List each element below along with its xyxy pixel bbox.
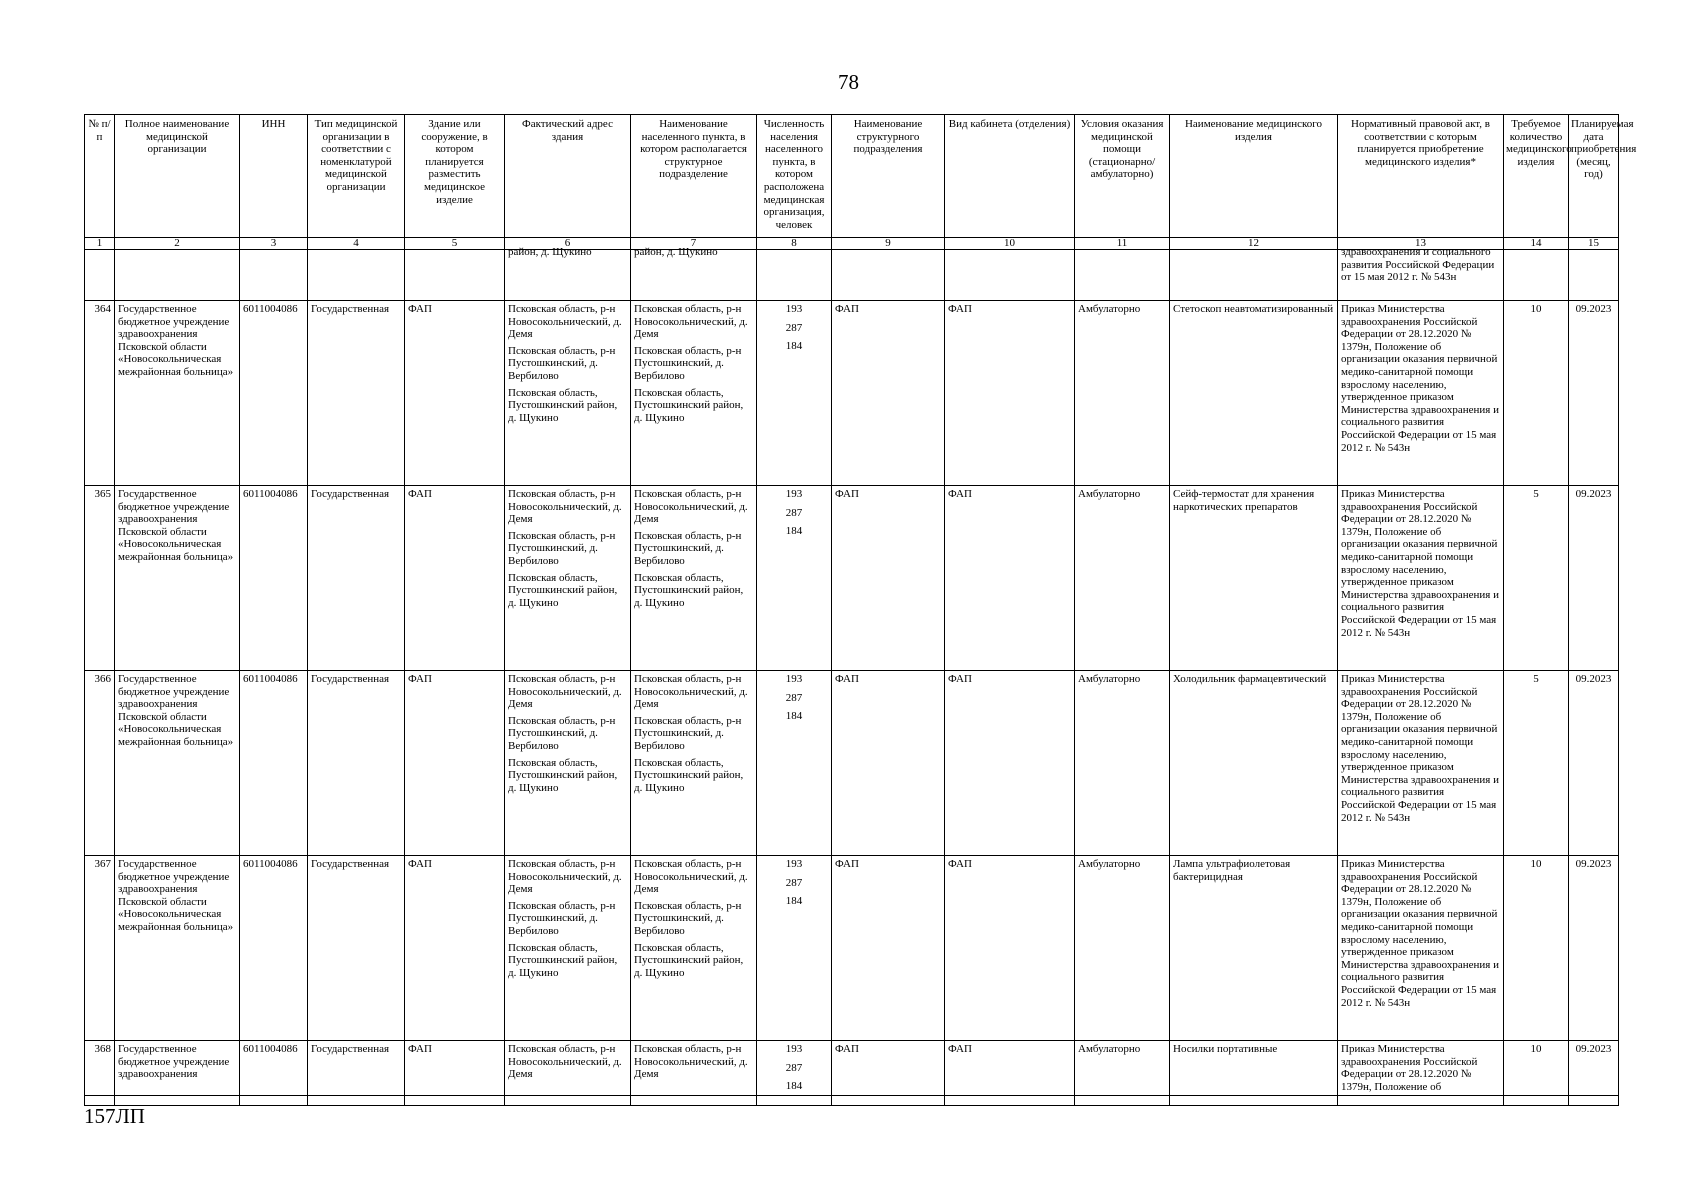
- purchase-date: 09.2023: [1569, 1041, 1619, 1106]
- col-header: Численность населения населенного пункта, в котором расположена медицинская организация, человек: [757, 115, 832, 238]
- population-cell: [757, 1041, 832, 1106]
- col-header: Требуемое количество медицинского изделия: [1504, 115, 1569, 238]
- table-row: [85, 1041, 1619, 1106]
- column-number: 4: [308, 238, 405, 250]
- population: 287: [785, 506, 803, 519]
- organization-type: Государственная: [308, 1041, 405, 1106]
- settlement: Псковская область, р-н Пустошкинский, д. Вербилово: [634, 529, 742, 567]
- legal-act: Приказ Министерства здравоохранения Российской Федерации от 28.12.2020 № 1379н, Положение об организации оказания первичной медико-санитарной помощи взрослому населению, утвержденное приказом Министерства здравоохранения и социального развития Российской Федерации от 15 мая 2012 г. № 543н: [1338, 486, 1504, 671]
- row-number: 366: [85, 671, 115, 856]
- column-number: 14: [1504, 238, 1569, 250]
- settlement-cell: [631, 671, 757, 856]
- table-row: [85, 856, 1619, 1041]
- continued-legal-act: здравоохранения и социального развития Российской Федерации от 15 мая 2012 г. № 543н: [1341, 246, 1495, 284]
- row-number: 368: [85, 1041, 115, 1106]
- population: 287: [785, 691, 803, 704]
- cabinet-type: ФАП: [945, 301, 1075, 486]
- care-conditions: Амбулаторно: [1075, 856, 1170, 1041]
- structural-division: ФАП: [832, 1041, 945, 1106]
- population: 193: [785, 488, 803, 500]
- population: 184: [785, 525, 803, 538]
- population: 184: [785, 1080, 803, 1093]
- structural-division: ФАП: [832, 856, 945, 1041]
- row-number: 364: [85, 301, 115, 486]
- device-name: Носилки портативные: [1170, 1041, 1338, 1106]
- continued-settlement: район, д. Щукино: [634, 246, 718, 258]
- legal-act: Приказ Министерства здравоохранения Российской Федерации от 28.12.2020 № 1379н, Положение об организации оказания первичной медико-санитарной помощи взрослому населению, утвержденное приказом Министерства здравоохранения и социального развития Российской Федерации от 15 мая 2012 г. № 543н: [1338, 856, 1504, 1041]
- quantity: 5: [1504, 671, 1569, 856]
- inn: 6011004086: [240, 486, 308, 671]
- settlement: Псковская область, р-н Пустошкинский, д. Вербилово: [634, 344, 742, 382]
- cabinet-type: ФАП: [945, 671, 1075, 856]
- organization-type: Государственная: [308, 486, 405, 671]
- table-row: [85, 486, 1619, 671]
- settlement-cell: [631, 301, 757, 486]
- cabinet-type: ФАП: [945, 1041, 1075, 1106]
- quantity: 10: [1504, 301, 1569, 486]
- settlement: Псковская область, р-н Новосокольнический, д. Демя: [634, 1043, 748, 1081]
- care-conditions: Амбулаторно: [1075, 301, 1170, 486]
- column-number: 12: [1170, 238, 1338, 250]
- device-name: Лампа ультрафиолетовая бактерицидная: [1170, 856, 1338, 1041]
- address: Псковская область, Пустошкинский район, д. Щукино: [508, 571, 618, 609]
- purchase-date: 09.2023: [1569, 301, 1619, 486]
- document-code: 157ЛП: [84, 1104, 145, 1128]
- legal-act: Приказ Министерства здравоохранения Российской Федерации от 28.12.2020 № 1379н, Положение об организации оказания первичной медико-санитарной помощи взрослому населению, утвержденное приказом Министерства здравоохранения и социального развития Российской Федерации от 15 мая 2012 г. № 543н: [1338, 671, 1504, 856]
- address: Псковская область, р-н Новосокольнический, д. Демя: [508, 303, 622, 341]
- column-number: 11: [1075, 238, 1170, 250]
- care-conditions: Амбулаторно: [1075, 1041, 1170, 1106]
- address: Псковская область, Пустошкинский район, д. Щукино: [508, 941, 618, 979]
- care-conditions: Амбулаторно: [1075, 486, 1170, 671]
- settlement: Псковская область, р-н Новосокольнический, д. Демя: [634, 858, 748, 896]
- organization-name: Государственное бюджетное учреждение здравоохранения Псковской области «Новосокольническая межрайонная больница»: [115, 301, 240, 486]
- continued-address: район, д. Щукино: [508, 246, 592, 258]
- building: ФАП: [405, 671, 505, 856]
- population: 193: [785, 858, 803, 870]
- settlement-cell: [631, 856, 757, 1041]
- col-header: Наименование структурного подразделения: [832, 115, 945, 238]
- population: 287: [785, 876, 803, 889]
- inn: 6011004086: [240, 1041, 308, 1106]
- address: Псковская область, Пустошкинский район, д. Щукино: [508, 386, 618, 424]
- legal-act: Приказ Министерства здравоохранения Российской Федерации от 28.12.2020 № 1379н, Положение об: [1338, 1041, 1504, 1106]
- col-header: № п/п: [85, 115, 115, 238]
- population: 184: [785, 340, 803, 353]
- address: Псковская область, р-н Новосокольнический, д. Демя: [508, 1043, 622, 1081]
- table-row: [85, 301, 1619, 486]
- quantity: 10: [1504, 1041, 1569, 1106]
- col-header: Наименование населенного пункта, в котором располагается структурное подразделение: [631, 115, 757, 238]
- population-cell: [757, 671, 832, 856]
- address: Псковская область, р-н Новосокольнический, д. Демя: [508, 858, 622, 896]
- header-row: [85, 115, 1619, 238]
- organization-name: Государственное бюджетное учреждение здравоохранения: [115, 1041, 240, 1106]
- address-cell: [505, 1041, 631, 1106]
- organization-name: Государственное бюджетное учреждение здравоохранения Псковской области «Новосокольническая межрайонная больница»: [115, 486, 240, 671]
- population: 287: [785, 1061, 803, 1074]
- col-header: Наименование медицинского изделия: [1170, 115, 1338, 238]
- settlement: Псковская область, Пустошкинский район, д. Щукино: [634, 571, 744, 609]
- organization-type: Государственная: [308, 856, 405, 1041]
- column-number: 10: [945, 238, 1075, 250]
- col-header: Планируемая дата приобретения (месяц, год): [1569, 115, 1619, 238]
- population-cell: [757, 301, 832, 486]
- col-header: Полное наименование медицинской организации: [115, 115, 240, 238]
- population: 193: [785, 1043, 803, 1055]
- structural-division: ФАП: [832, 486, 945, 671]
- col-header: Вид кабинета (отделения): [945, 115, 1075, 238]
- col-header: ИНН: [240, 115, 308, 238]
- population: 184: [785, 710, 803, 723]
- care-conditions: Амбулаторно: [1075, 671, 1170, 856]
- population-cell: [757, 856, 832, 1041]
- col-header: Условия оказания медицинской помощи (стационарно/ амбулаторно): [1075, 115, 1170, 238]
- purchase-date: 09.2023: [1569, 486, 1619, 671]
- population: 193: [785, 673, 803, 685]
- column-number: 13: [1338, 238, 1504, 250]
- organization-type: Государственная: [308, 301, 405, 486]
- settlement-cell: [631, 486, 757, 671]
- settlement: Псковская область, Пустошкинский район, д. Щукино: [634, 756, 744, 794]
- col-header: Тип медицинской организации в соответствии с номенклатурой медицинской организации: [308, 115, 405, 238]
- purchase-date: 09.2023: [1569, 856, 1619, 1041]
- table-row: [85, 671, 1619, 856]
- population: 193: [785, 303, 803, 315]
- legal-act: Приказ Министерства здравоохранения Российской Федерации от 28.12.2020 № 1379н, Положение об организации оказания первичной медико-санитарной помощи взрослому населению, утвержденное приказом Министерства здравоохранения и социального развития Российской Федерации от 15 мая 2012 г. № 543н: [1338, 301, 1504, 486]
- column-number: 5: [405, 238, 505, 250]
- col-header: Здание или сооружение, в котором планируется разместить медицинское изделие: [405, 115, 505, 238]
- equipment-table: [84, 114, 1637, 1106]
- address: Псковская область, р-н Пустошкинский, д. Вербилово: [508, 714, 616, 752]
- address-cell: [505, 486, 631, 671]
- population-cell: [757, 486, 832, 671]
- settlement: Псковская область, Пустошкинский район, д. Щукино: [634, 386, 744, 424]
- building: ФАП: [405, 1041, 505, 1106]
- address: Псковская область, р-н Пустошкинский, д. Вербилово: [508, 899, 616, 937]
- address: Псковская область, р-н Пустошкинский, д. Вербилово: [508, 344, 616, 382]
- row-number: 365: [85, 486, 115, 671]
- building: ФАП: [405, 856, 505, 1041]
- settlement: Псковская область, р-н Новосокольнический, д. Демя: [634, 488, 748, 526]
- inn: 6011004086: [240, 671, 308, 856]
- settlement: Псковская область, р-н Пустошкинский, д. Вербилово: [634, 714, 742, 752]
- quantity: 5: [1504, 486, 1569, 671]
- address: Псковская область, р-н Пустошкинский, д. Вербилово: [508, 529, 616, 567]
- column-number: 15: [1569, 238, 1619, 250]
- device-name: Сейф-термостат для хранения наркотических препаратов: [1170, 486, 1338, 671]
- row-number: 367: [85, 856, 115, 1041]
- structural-division: ФАП: [832, 301, 945, 486]
- cabinet-type: ФАП: [945, 486, 1075, 671]
- settlement: Псковская область, р-н Пустошкинский, д. Вербилово: [634, 899, 742, 937]
- column-number: 8: [757, 238, 832, 250]
- structural-division: ФАП: [832, 671, 945, 856]
- settlement-cell: [631, 1041, 757, 1106]
- settlement: Псковская область, Пустошкинский район, д. Щукино: [634, 941, 744, 979]
- column-number: 9: [832, 238, 945, 250]
- address-cell: [505, 856, 631, 1041]
- settlement: Псковская область, р-н Новосокольнический, д. Демя: [634, 673, 748, 711]
- continuation-row: [85, 250, 1619, 301]
- col-header: Нормативный правовой акт, в соответствии с которым планируется приобретение медицинского изделия*: [1338, 115, 1504, 238]
- device-name: Стетоскоп неавтоматизированный: [1170, 301, 1338, 486]
- inn: 6011004086: [240, 301, 308, 486]
- address-cell: [505, 301, 631, 486]
- purchase-date: 09.2023: [1569, 671, 1619, 856]
- organization-type: Государственная: [308, 671, 405, 856]
- building: ФАП: [405, 301, 505, 486]
- address: Псковская область, р-н Новосокольнический, д. Демя: [508, 488, 622, 526]
- table-container: [84, 114, 1637, 1096]
- cabinet-type: ФАП: [945, 856, 1075, 1041]
- column-number: 1: [85, 238, 115, 250]
- settlement: Псковская область, р-н Новосокольнический, д. Демя: [634, 303, 748, 341]
- col-header: Фактический адрес здания: [505, 115, 631, 238]
- column-number: 6: [505, 238, 631, 250]
- column-number: 2: [115, 238, 240, 250]
- quantity: 10: [1504, 856, 1569, 1041]
- population: 184: [785, 895, 803, 908]
- address: Псковская область, Пустошкинский район, д. Щукино: [508, 756, 618, 794]
- organization-name: Государственное бюджетное учреждение здравоохранения Псковской области «Новосокольническая межрайонная больница»: [115, 671, 240, 856]
- address-cell: [505, 671, 631, 856]
- population: 287: [785, 321, 803, 334]
- page-number: 78: [838, 70, 859, 94]
- organization-name: Государственное бюджетное учреждение здравоохранения Псковской области «Новосокольническая межрайонная больница»: [115, 856, 240, 1041]
- building: ФАП: [405, 486, 505, 671]
- address: Псковская область, р-н Новосокольнический, д. Демя: [508, 673, 622, 711]
- column-number: 7: [631, 238, 757, 250]
- inn: 6011004086: [240, 856, 308, 1041]
- device-name: Холодильник фармацевтический: [1170, 671, 1338, 856]
- column-number: 3: [240, 238, 308, 250]
